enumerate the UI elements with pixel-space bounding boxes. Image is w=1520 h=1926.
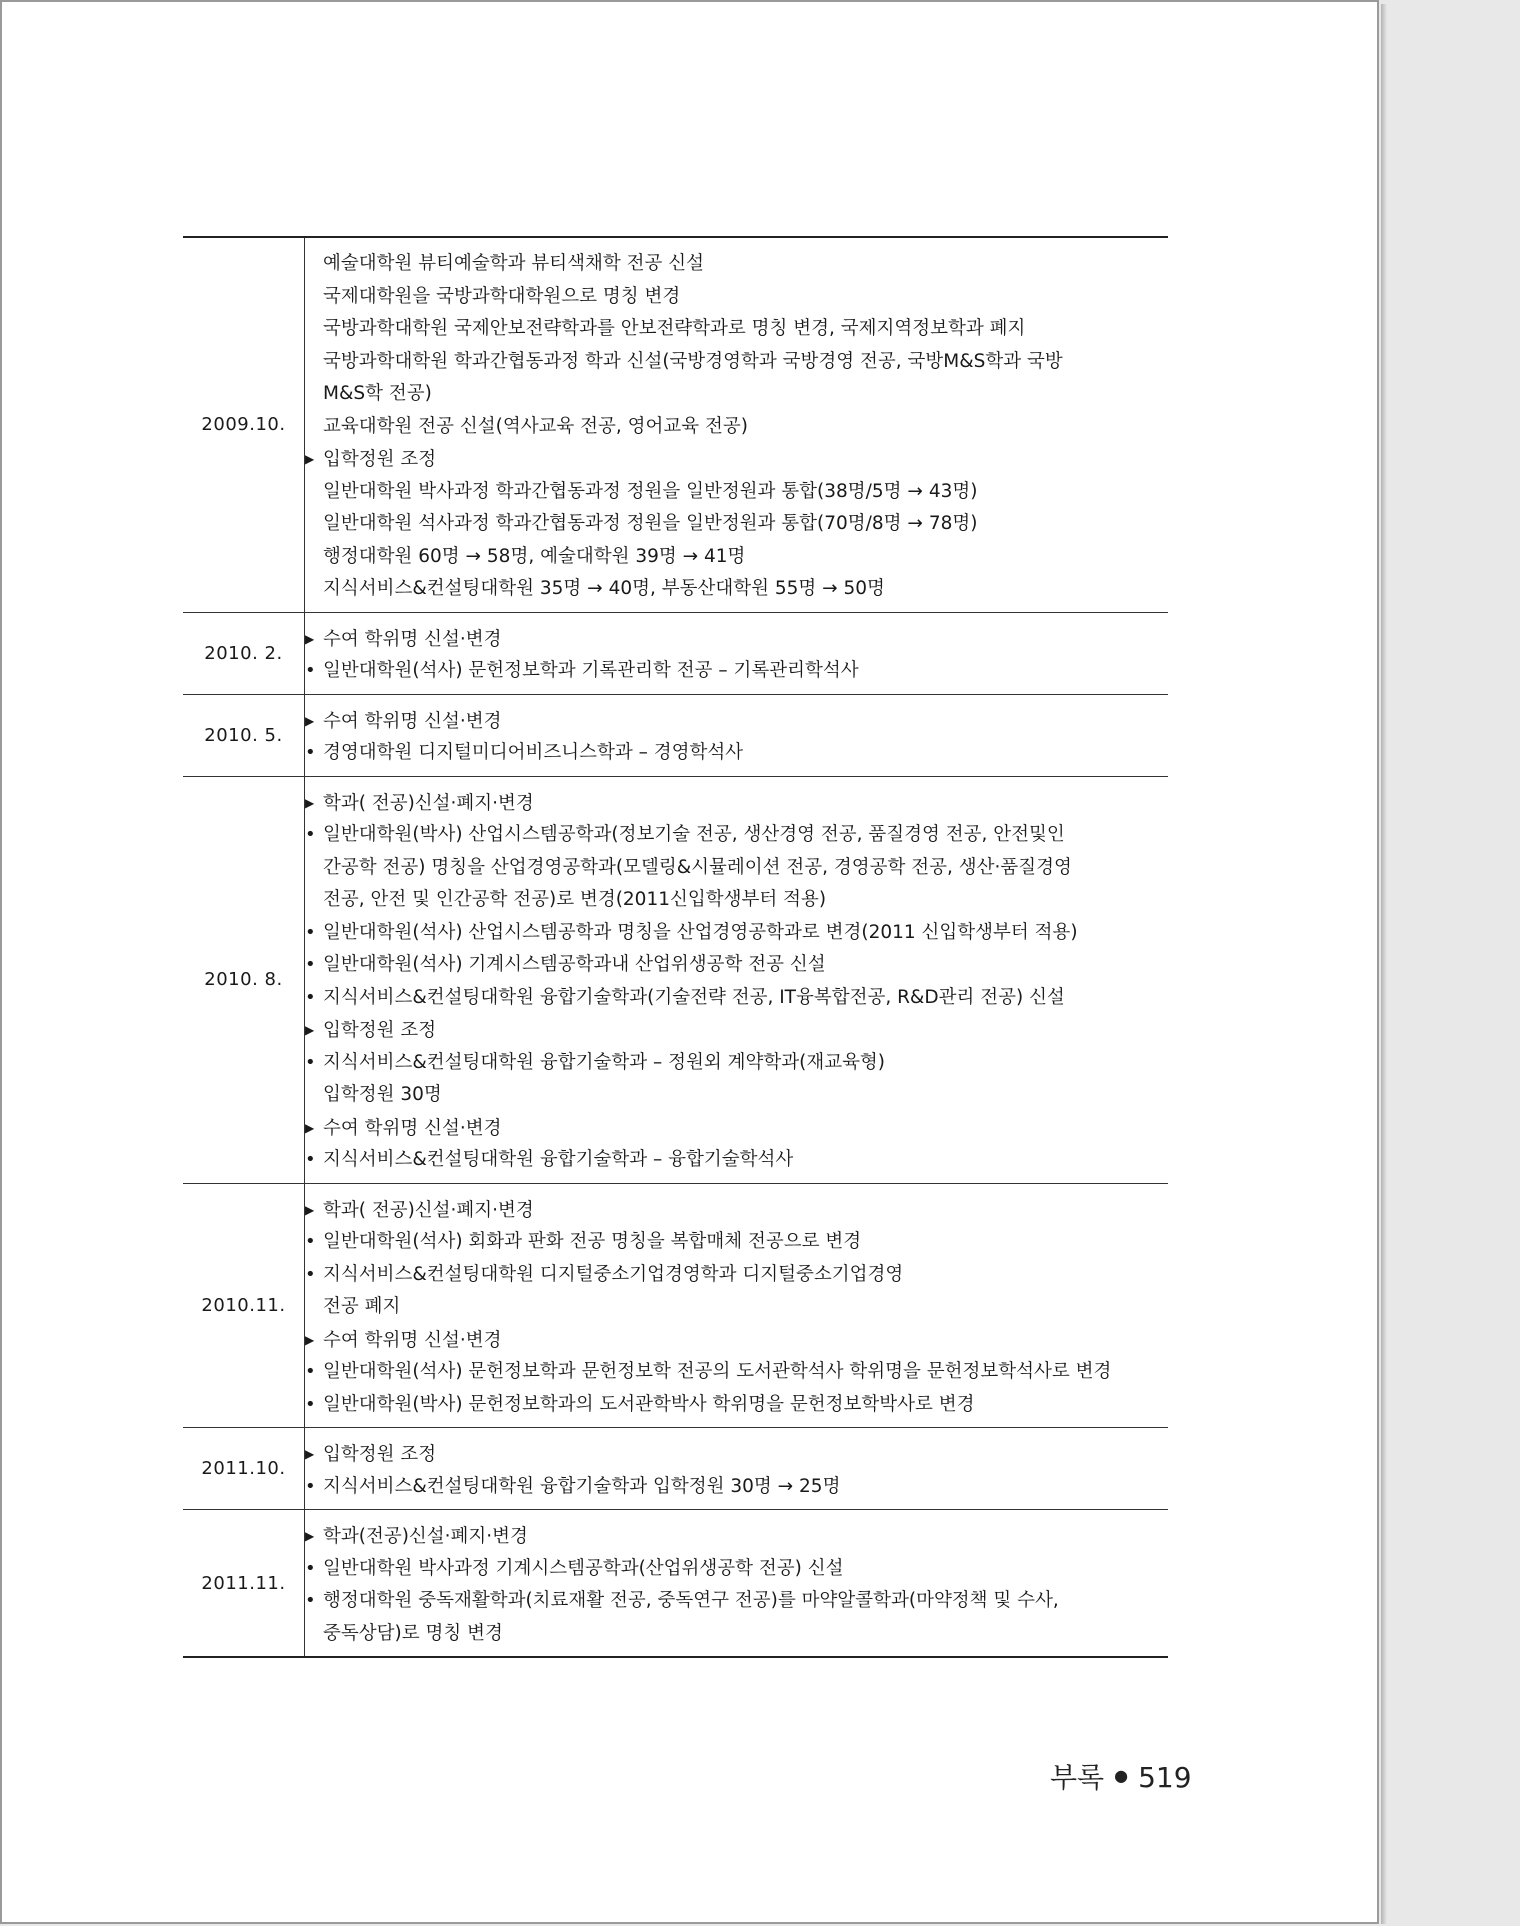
entry-text: 행정대학원 중독재활학과(치료재활 전공, 중독연구 전공)를 마약알콜학과(마약정책 및 수사, — [323, 1590, 1059, 1611]
bullet-marker-icon: • — [305, 1475, 316, 1497]
entry-line — [305, 248, 1168, 281]
entry-line — [305, 852, 1168, 885]
entry-line — [305, 1194, 1168, 1227]
entry-text: 일반대학원(석사) 문헌정보학과 기록관리학 전공 – 기록관리학석사 — [323, 660, 859, 681]
bullet-marker-icon: • — [305, 1557, 316, 1579]
history-row — [183, 1510, 1168, 1658]
entry-line — [305, 1618, 1168, 1651]
entry-text: 국방과학대학원 국제안보전략학과를 안보전략학과로 명칭 변경, 국제지역정보학과 폐지 — [323, 318, 1026, 339]
history-row — [183, 237, 1168, 612]
entry-line — [305, 1259, 1168, 1292]
entry-line — [305, 541, 1168, 574]
footer-section-label: 부록 — [1050, 1761, 1105, 1794]
history-table-body — [183, 237, 1168, 1657]
entry-line — [305, 982, 1168, 1015]
date-cell: 2010.11. — [183, 1183, 305, 1428]
entry-text: 수여 학위명 신설·변경 — [323, 710, 502, 732]
triangle-marker-icon: ▶ — [305, 713, 315, 728]
date-cell: 2009.10. — [183, 237, 305, 612]
date-cell: 2010. 8. — [183, 776, 305, 1183]
triangle-marker-icon: ▶ — [305, 452, 315, 466]
entry-line — [305, 1356, 1168, 1389]
entry-text: 전공 폐지 — [323, 1296, 401, 1317]
entry-line — [305, 1291, 1168, 1324]
entry-line — [305, 378, 1168, 411]
items-cell — [305, 237, 1169, 612]
entry-text: 학과( 전공)신설·폐지·변경 — [323, 1199, 534, 1221]
entry-line — [305, 1144, 1168, 1177]
triangle-marker-icon: ▶ — [305, 1332, 315, 1347]
items-cell — [305, 612, 1169, 694]
entry-line — [305, 1047, 1168, 1080]
entry-line — [305, 623, 1168, 656]
footer-separator-dot: ● — [1114, 1766, 1129, 1785]
entry-line — [305, 1585, 1168, 1618]
bullet-marker-icon: • — [305, 1051, 316, 1073]
entry-text: 지식서비스&컨설팅대학원 디지털중소기업경영학과 디지털중소기업경영 — [323, 1263, 904, 1285]
history-row — [183, 612, 1168, 694]
date-cell: 2010. 2. — [183, 612, 305, 694]
bullet-marker-icon: • — [305, 1149, 316, 1170]
entry-line — [305, 346, 1168, 379]
entry-text: 입학정원 조정 — [323, 1444, 437, 1465]
date-cell: 2011.10. — [183, 1428, 305, 1510]
entry-text: 지식서비스&컨설팅대학원 융합기술학과 – 정원외 계약학과(재교육형) — [323, 1051, 886, 1073]
bullet-marker-icon: • — [305, 1393, 316, 1415]
entry-text: 일반대학원(석사) 산업시스템공학과 명칭을 산업경영공학과로 변경(2011 신입학생부터 적용) — [323, 921, 1078, 943]
items-cell — [305, 1183, 1169, 1428]
entry-line — [305, 884, 1168, 917]
history-row — [183, 694, 1168, 776]
bullet-marker-icon: • — [305, 742, 316, 763]
triangle-marker-icon: ▶ — [305, 1447, 315, 1461]
entry-line — [305, 313, 1168, 346]
triangle-marker-icon: ▶ — [305, 1120, 315, 1135]
bullet-marker-icon: • — [305, 1590, 316, 1611]
bullet-marker-icon: • — [305, 1263, 316, 1285]
date-cell: 2011.11. — [183, 1510, 305, 1658]
entry-text: 학과(전공)신설·폐지·변경 — [323, 1526, 528, 1547]
entry-line — [305, 1324, 1168, 1357]
entry-line — [305, 1079, 1168, 1112]
triangle-marker-icon: ▶ — [305, 795, 315, 810]
entry-text: 전공, 안전 및 인간공학 전공)로 변경(2011신입학생부터 적용) — [323, 889, 827, 910]
entry-text: 경영대학원 디지털미디어비즈니스학과 – 경영학석사 — [323, 742, 744, 763]
entry-line — [305, 917, 1168, 950]
entry-line — [305, 1438, 1168, 1471]
entry-line — [305, 1226, 1168, 1259]
entry-text: 일반대학원(석사) 문헌정보학과 문헌정보학 전공의 도서관학석사 학위명을 문헌정보학석사로 변경 — [323, 1361, 1112, 1382]
history-table — [183, 236, 1168, 1658]
entry-text: 지식서비스&컨설팅대학원 융합기술학과(기술전략 전공, IT융복합전공, R&D관리 전공) 신설 — [323, 986, 1065, 1008]
entry-text: 국제대학원을 국방과학대학원으로 명칭 변경 — [323, 285, 681, 307]
entry-line — [305, 1389, 1168, 1422]
entry-line — [305, 737, 1168, 770]
bullet-marker-icon: • — [305, 660, 316, 681]
entry-text: 국방과학대학원 학과간협동과정 학과 신설(국방경영학과 국방경영 전공, 국방M&S학과 국방 — [323, 350, 1063, 372]
entry-text: 행정대학원 60명 → 58명, 예술대학원 39명 → 41명 — [323, 545, 746, 567]
page-number: 519 — [1138, 1761, 1192, 1794]
items-cell — [305, 694, 1169, 776]
entry-line — [305, 476, 1168, 509]
triangle-marker-icon: ▶ — [305, 1202, 315, 1217]
bullet-marker-icon: • — [305, 824, 316, 845]
entry-text: 지식서비스&컨설팅대학원 융합기술학과 – 융합기술학석사 — [323, 1149, 794, 1170]
entry-text: 학과( 전공)신설·폐지·변경 — [323, 792, 534, 814]
triangle-marker-icon: ▶ — [305, 1529, 315, 1543]
entry-text: 일반대학원(석사) 회화과 판화 전공 명칭을 복합매체 전공으로 변경 — [323, 1231, 862, 1252]
entry-text: 일반대학원 박사과정 기계시스템공학과(산업위생공학 전공) 신설 — [323, 1557, 844, 1579]
entry-text: M&S학 전공) — [323, 383, 432, 404]
entry-text: 지식서비스&컨설팅대학원 융합기술학과 입학정원 30명 → 25명 — [323, 1475, 841, 1497]
entry-line — [305, 787, 1168, 820]
entry-text: 일반대학원 박사과정 학과간협동과정 정원을 일반정원과 통합(38명/5명 → 43명) — [323, 480, 978, 502]
entry-line — [305, 1014, 1168, 1047]
entry-text: 간공학 전공) 명칭을 산업경영공학과(모델링&시뮬레이션 전공, 경영공학 전공, 생산·품질경영 — [323, 856, 1072, 878]
entry-text: 입학정원 30명 — [323, 1084, 442, 1105]
bullet-marker-icon: • — [305, 921, 316, 943]
items-cell — [305, 1428, 1169, 1510]
entry-line — [305, 508, 1168, 541]
entry-text: 예술대학원 뷰티예술학과 뷰티색채학 전공 신설 — [323, 253, 704, 274]
entry-line — [305, 1471, 1168, 1504]
entry-line — [305, 281, 1168, 314]
entry-text: 일반대학원(석사) 기계시스템공학과내 산업위생공학 전공 신설 — [323, 954, 826, 975]
history-row — [183, 776, 1168, 1183]
entry-line — [305, 1520, 1168, 1553]
bullet-marker-icon: • — [305, 1361, 316, 1382]
entry-text: 수여 학위명 신설·변경 — [323, 628, 502, 650]
history-row — [183, 1428, 1168, 1510]
page-footer — [1050, 1756, 1192, 1796]
bullet-marker-icon: • — [305, 986, 316, 1008]
date-cell: 2010. 5. — [183, 694, 305, 776]
entry-text: 중독상담)로 명칭 변경 — [323, 1622, 503, 1644]
entry-text: 수여 학위명 신설·변경 — [323, 1329, 502, 1351]
entry-line — [305, 949, 1168, 982]
entry-line — [305, 443, 1168, 476]
entry-line — [305, 655, 1168, 688]
entry-text: 지식서비스&컨설팅대학원 35명 → 40명, 부동산대학원 55명 → 50명 — [323, 578, 885, 599]
entry-text: 수여 학위명 신설·변경 — [323, 1117, 502, 1139]
entry-text: 교육대학원 전공 신설(역사교육 전공, 영어교육 전공) — [323, 415, 749, 437]
entry-text: 일반대학원 석사과정 학과간협동과정 정원을 일반정원과 통합(70명/8명 → 78명) — [323, 513, 978, 534]
entry-line — [305, 819, 1168, 852]
entry-line — [305, 1553, 1168, 1586]
entry-line — [305, 411, 1168, 444]
page-edge-shadow — [1381, 4, 1387, 1924]
bullet-marker-icon: • — [305, 954, 316, 975]
entry-line — [305, 573, 1168, 606]
items-cell — [305, 776, 1169, 1183]
triangle-marker-icon: ▶ — [305, 631, 315, 646]
entry-text: 일반대학원(박사) 산업시스템공학과(정보기술 전공, 생산경영 전공, 품질경영 전공, 안전및인 — [323, 824, 1065, 845]
entry-line — [305, 1112, 1168, 1145]
items-cell — [305, 1510, 1169, 1658]
entry-text: 입학정원 조정 — [323, 449, 437, 470]
entry-text: 입학정원 조정 — [323, 1020, 437, 1041]
entry-line — [305, 705, 1168, 738]
bullet-marker-icon: • — [305, 1231, 316, 1252]
entry-text: 일반대학원(박사) 문헌정보학과의 도서관학박사 학위명을 문헌정보학박사로 변경 — [323, 1393, 975, 1415]
history-row — [183, 1183, 1168, 1428]
triangle-marker-icon: ▶ — [305, 1023, 315, 1037]
